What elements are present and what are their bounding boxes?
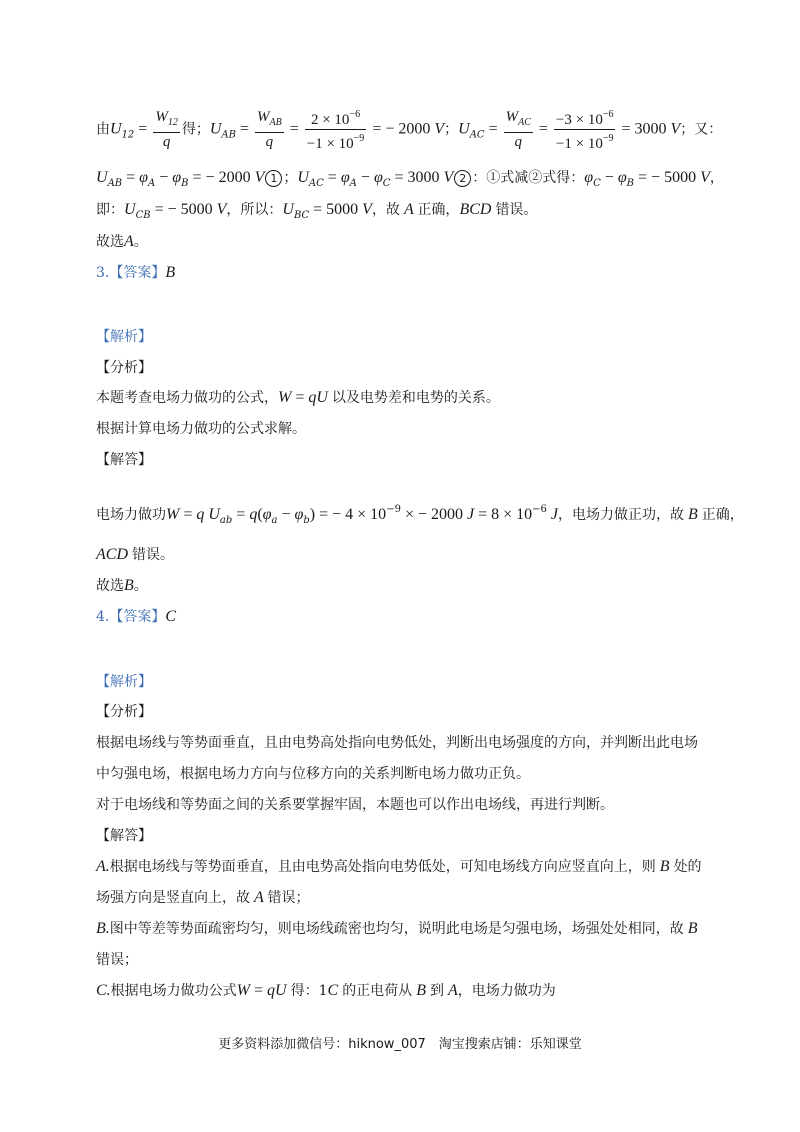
q3-conclusion: 故选B。: [96, 577, 148, 594]
q4-option-b-1: B.图中等差等势面疏密均匀，则电场线疏密也均匀，说明此电场是匀强电场，场强处处相同，故 B: [96, 920, 698, 937]
q4-answer-heading: 4.【答案】C: [96, 608, 177, 625]
conclusion-line: 故选A。: [96, 233, 148, 250]
q4-jieda-heading: 【解答】: [96, 828, 152, 844]
q4-analysis-2: 中匀强电场，根据电场力方向与位移方向的关系判断电场力做功正负。: [96, 766, 530, 782]
equation-line-2: $U_{AB} = \varphi_A - \varphi_B$ = − 2000 V 1 ；$U_{AC} = \varphi_A - \varphi_C = 3000$ V 2 ：①式减②式得：$\varphi_C - \varphi_B$ = − 5000 V，: [96, 169, 724, 189]
q4-option-a-1: A.根据电场线与等势面垂直，且由电势高处指向电势低处，可知电场线方向应竖直向上，则 B 处的: [96, 858, 702, 875]
q3-analysis-1: 本题考查电场力做功的公式，W = qU 以及电势差和电势的关系。: [96, 389, 500, 406]
q4-option-c-1: C.根据电场力做功公式W = qU 得：1C 的正电荷从 B 到 A，电场力做功为: [96, 982, 556, 999]
q3-analysis-2: 根据计算电场力做功的公式求解。: [96, 421, 306, 437]
q3-jieda-heading: 【解答】: [96, 452, 152, 468]
q4-option-b-2: 错误；: [96, 952, 138, 968]
q3-solution-2: ACD 错误。: [96, 546, 174, 563]
q3-solution-1: 电场力做功W = q $U_{ab} = q(\varphi_a - \varphi_b)$ = − $4 \times 10^{-9}$ × − 2000 $J = 8 \times 10^{-6}$ J，电场力做正功，故 B 正确，: [96, 504, 744, 526]
q4-analysis-3: 对于电场线和等势面之间的关系要掌握牢固，本题也可以作出电场线，再进行判断。: [96, 797, 614, 813]
q3-jiexi-heading: 【解析】: [96, 329, 152, 345]
page-footer: 更多资料添加微信号：hiknow_007 淘宝搜索店铺：乐知课堂: [218, 1037, 582, 1052]
q4-jiexi-heading: 【解析】: [96, 674, 152, 690]
q4-fenxi-heading: 【分析】: [96, 704, 152, 720]
q3-answer-heading: 3.【答案】B: [96, 264, 176, 281]
q3-fenxi-heading: 【分析】: [96, 360, 152, 376]
equation-line-1: 由$U_{12}$ = $\frac{W_{12}}{q}$ 得；$U_{AB}$ = $\frac{W_{AB}}{q}$ = $\frac{2 \times 10^{-6}}{-1 \times 10^{-9}}$ = − 2000 V；$U_{AC}$ = $\frac{W_{AC}}{q}$ = $\frac{-3 \times 10^{-6}}{-1 \times 10^{-9}}$ = 3000 V；又：: [96, 106, 704, 158]
q4-option-a-2: 场强方向是竖直向上，故 A 错误；: [96, 889, 310, 906]
q4-analysis-1: 根据电场线与等势面垂直，且由电势高处指向电势低处，判断出电场强度的方向，并判断出此电场: [96, 735, 698, 751]
equation-line-3: 即：$U_{CB}$ = − 5000 V，所以：$U_{BC} = 5000$ V，故 A 正确，BCD 错误。: [96, 201, 538, 221]
